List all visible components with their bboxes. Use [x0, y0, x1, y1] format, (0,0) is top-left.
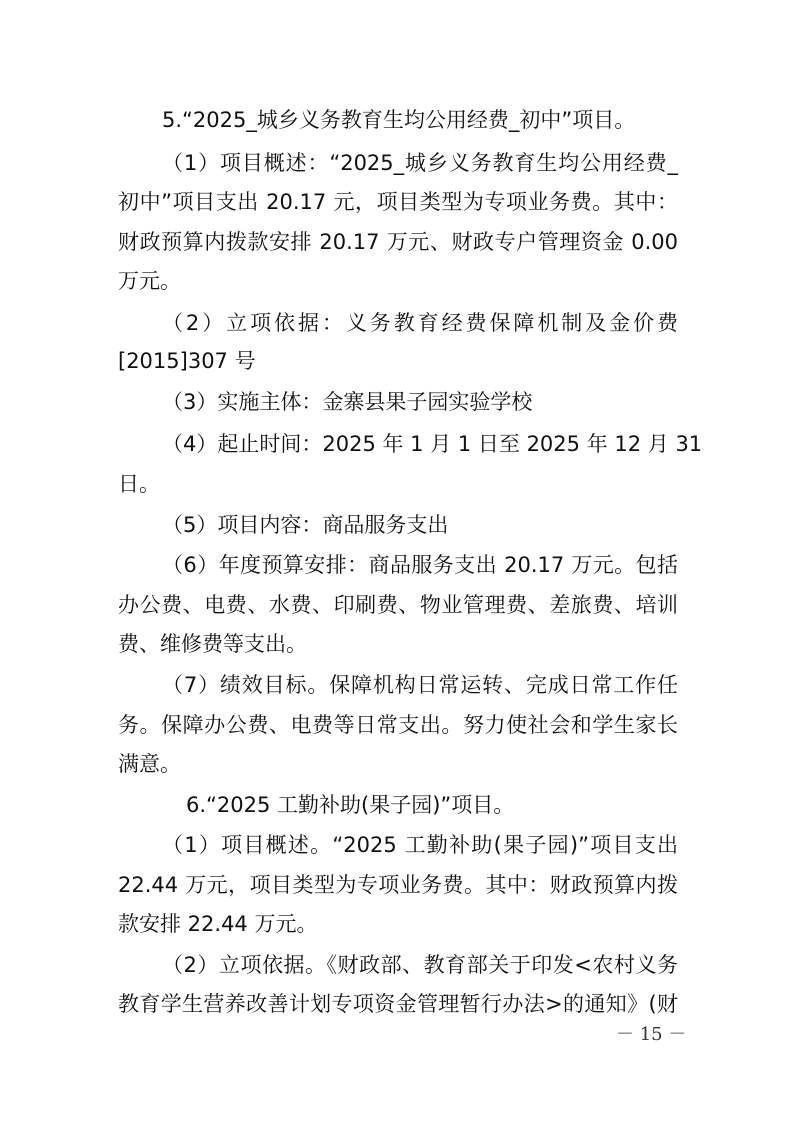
- paragraph-line: 初中”项目支出 20.17 元，项目类型为专项业务费。其中：: [118, 190, 678, 214]
- paragraph-line: 办公费、电费、水费、印刷费、物业管理费、差旅费、培训: [118, 593, 678, 617]
- paragraph-line: 22.44 万元，项目类型为专项业务费。其中：财政预算内拨: [118, 873, 678, 897]
- paragraph-line: 款安排 22.44 万元。: [118, 912, 318, 936]
- paragraph-line: （4）起止时间：2025 年 1 月 1 日至 2025 年 12 月 31: [162, 432, 703, 456]
- paragraph-line: （1）项目概述。“2025 工勤补助(果子园)”项目支出: [162, 833, 678, 857]
- paragraph-line: （7）绩效目标。保障机构日常运转、完成日常工作任: [162, 673, 678, 697]
- paragraph-line: （3）实施主体：金寨县果子园实验学校: [162, 390, 533, 414]
- paragraph-line: 费、维修费等支出。: [118, 632, 307, 656]
- paragraph-line: （5）项目内容：商品服务支出: [162, 513, 449, 537]
- paragraph-line: 满意。: [118, 752, 181, 776]
- paragraph-line: [2015]307 号: [118, 349, 256, 373]
- paragraph-line: （6）年度预算安排：商品服务支出 20.17 万元。包括: [162, 553, 678, 577]
- paragraph-line: （1）项目概述：“2025_城乡义务教育生均公用经费_: [162, 151, 678, 175]
- paragraph-line: （2）立项依据。《财政部、教育部关于印发<农村义务: [162, 953, 678, 977]
- paragraph-line: （2）立项依据：义务教育经费保障机制及金价费: [162, 311, 678, 335]
- paragraph-line: 务。保障办公费、电费等日常支出。努力使社会和学生家长: [118, 713, 678, 737]
- paragraph-line: 万元。: [118, 269, 181, 293]
- heading-item-5: 5.“2025_城乡义务教育生均公用经费_初中”项目。: [162, 108, 636, 132]
- page-number: － 15 －: [616, 1024, 687, 1045]
- paragraph-line: 日。: [118, 472, 160, 496]
- paragraph-line: 财政预算内拨款安排 20.17 万元、财政专户管理资金 0.00: [118, 230, 678, 254]
- heading-item-6: 6.“2025 工勤补助(果子园)”项目。: [186, 793, 515, 817]
- paragraph-line: 教育学生营养改善计划专项资金管理暂行办法>的通知》(财: [118, 992, 678, 1016]
